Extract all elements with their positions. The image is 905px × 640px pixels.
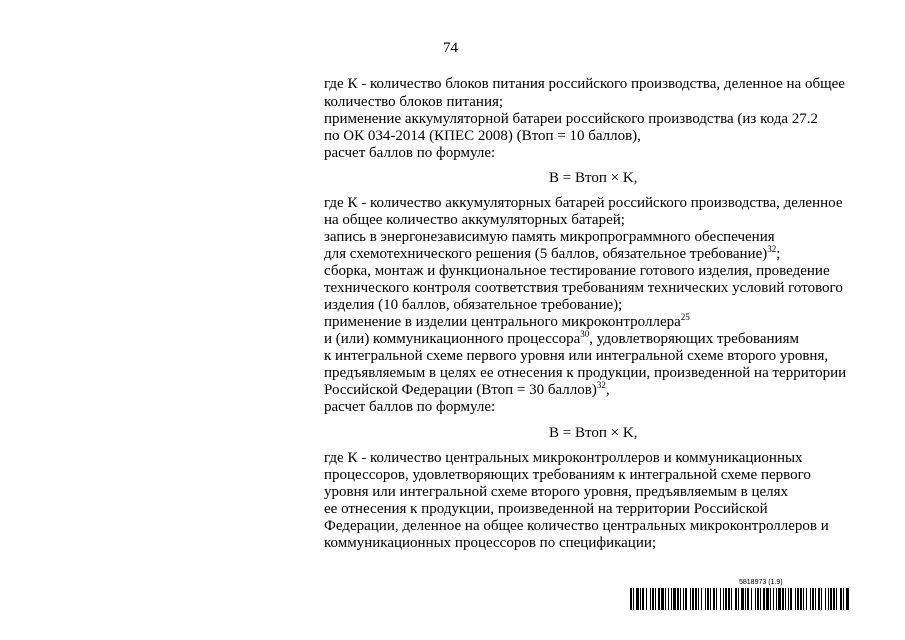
line-tail: , удовлетворяющих требованиям [589, 331, 799, 347]
footnote-ref: 32 [767, 244, 777, 254]
text-line: ее отнесения к продукции, произведенной на территории Российской [324, 501, 768, 517]
line-text: применение в изделии центрального микроконтроллера [324, 314, 681, 330]
text-line: где К - количество центральных микроконтроллеров и коммуникационных [324, 450, 803, 466]
text-line: изделия (10 баллов, обязательное требование); [324, 297, 623, 313]
text-line-with-footnote [324, 246, 780, 263]
text-line: уровня или интегральной схеме второго уровня, предъявляемым в целях [324, 484, 789, 500]
line-tail: , [605, 382, 610, 398]
text-line: применение аккумуляторной батареи российского производства (из кода 27.2 [324, 111, 818, 127]
text-line: к интегральной схеме первого уровня или интегральной схеме второго уровня, [324, 348, 829, 364]
line-tail: ; [776, 246, 781, 262]
text-line: количество блоков питания; [324, 94, 504, 110]
line-text: для схемотехнического решения (5 баллов, обязательное требование) [324, 246, 768, 262]
text-line: где К - количество блоков питания российского производства, деленное на общее [324, 76, 845, 92]
text-line: расчет баллов по формуле: [324, 399, 496, 415]
text-line-with-footnote [324, 331, 799, 348]
barcode-icon [630, 588, 850, 610]
text-line: на общее количество аккумуляторных батарей; [324, 212, 625, 228]
line-text: и (или) коммуникационного процессора [324, 331, 581, 347]
footnote-ref: 25 [680, 312, 690, 322]
page-number: 74 [443, 40, 458, 56]
footnote-ref: 32 [596, 380, 606, 390]
formula: В = Втоп × K, [549, 170, 638, 186]
text-line: процессоров, удовлетворяющих требованиям к интегральной схеме первого [324, 467, 811, 483]
line-text: Российской Федерации (Втоп = 30 баллов) [324, 382, 597, 398]
text-line: Федерации, деленное на общее количество центральных микроконтроллеров и [324, 518, 829, 534]
text-line: коммуникационных процессоров по спецификации; [324, 535, 657, 551]
barcode-label: 5818973 (1.9) [739, 579, 783, 586]
text-line-with-footnote [324, 382, 610, 399]
text-line: запись в энергонезависимую память микропрограммного обеспечения [324, 229, 775, 245]
text-line-with-footnote [324, 314, 690, 331]
text-line: сборка, монтаж и функциональное тестирование готового изделия, проведение [324, 263, 830, 279]
text-line: предъявляемым в целях ее отнесения к продукции, произведенной на территории [324, 365, 847, 381]
text-line: технического контроля соответствия требованиям технических условий готового [324, 280, 843, 296]
text-line: расчет баллов по формуле: [324, 145, 496, 161]
text-line: по ОК 034-2014 (КПЕС 2008) (Втоп = 10 баллов), [324, 128, 641, 144]
footnote-ref: 30 [580, 329, 590, 339]
formula: В = Втоп × K, [549, 425, 638, 441]
text-line: где К - количество аккумуляторных батарей российского производства, деленное [324, 195, 843, 211]
